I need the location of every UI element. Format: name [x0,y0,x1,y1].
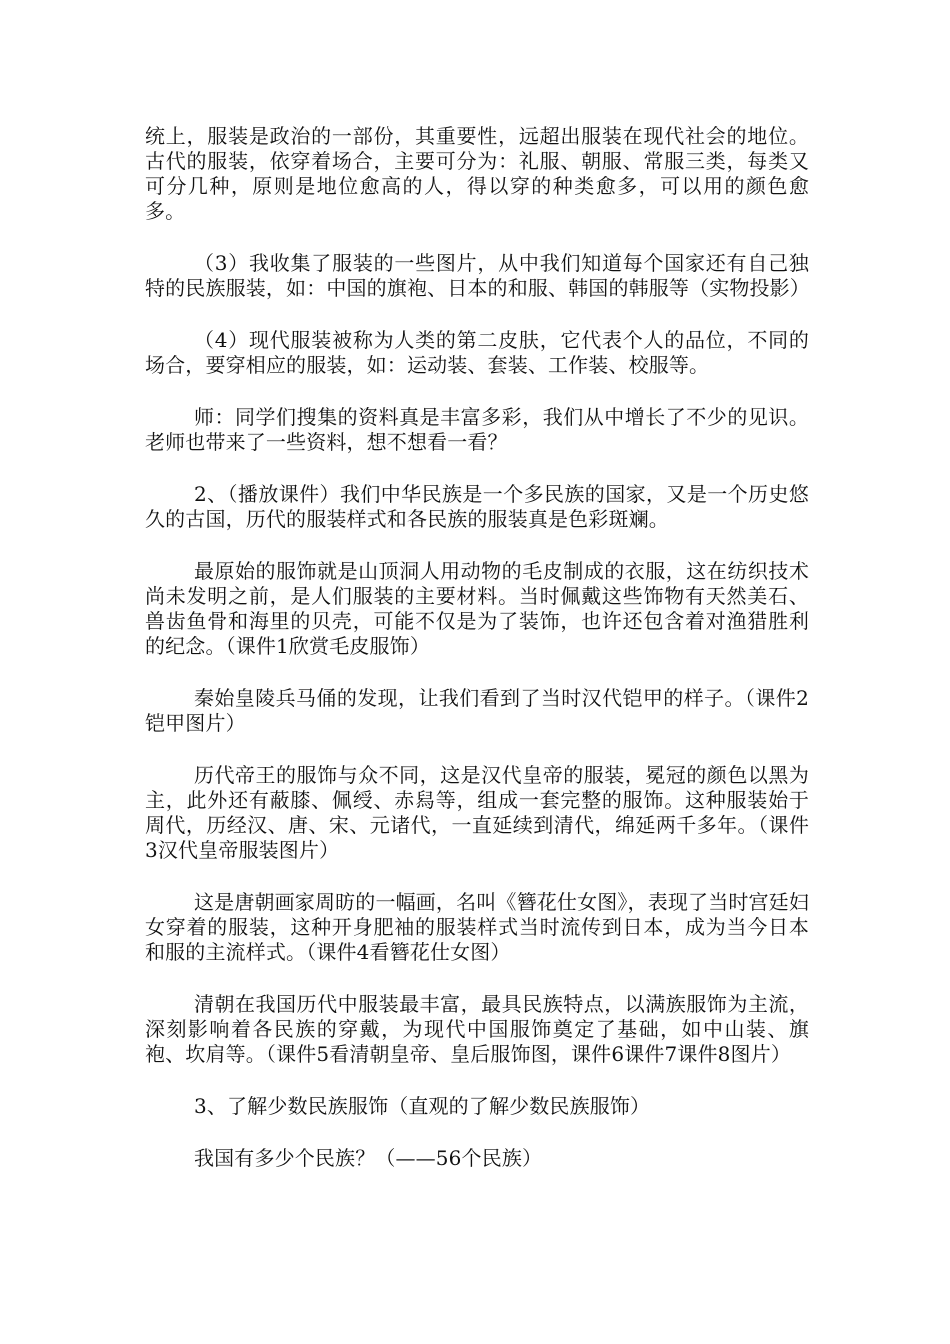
document-body [145,124,809,1198]
paragraph-ethnic-question: 我国有多少个民族？（——56个民族） [194,1146,543,1170]
paragraph-teacher-remark: 师：同学们搜集的资料真是丰富多彩，我们从中增长了不少的见识。老师也带来了一些资料，想不想看一看？ [145,405,809,454]
paragraph-courseware-intro: 2、（播放课件）我们中华民族是一个多民族的国家，又是一个历史悠久的古国，历代的服装样式和各民族的服装真是色彩斑斓。 [145,482,809,531]
paragraph-emperor-clothing: 历代帝王的服饰与众不同，这是汉代皇帝的服装，冕冠的颜色以黑为主，此外还有蔽膝、佩绶、赤舄等，组成一套完整的服饰。这种服装始于周代，历经汉、唐、宋、元诸代，一直延续到清代，绵延两千多年。（课件3汉代皇帝服装图片） [145,763,809,862]
paragraph-clothing-politics: 统上，服装是政治的一部份，其重要性，远超出服装在现代社会的地位。古代的服装，依穿着场合，主要可分为：礼服、朝服、常服三类，每类又可分几种，原则是地位愈高的人，得以穿的种类愈多，可以用的颜色愈多。 [145,124,809,223]
paragraph-primitive-clothing: 最原始的服饰就是山顶洞人用动物的毛皮制成的衣服，这在纺织技术尚未发明之前，是人们服装的主要材料。当时佩戴这些饰物有天然美石、兽齿鱼骨和海里的贝壳，可能不仅是为了装饰，也许还包含着对渔猎胜利的纪念。（课件1欣赏毛皮服饰） [145,559,809,658]
paragraph-modern-clothing: （4）现代服装被称为人类的第二皮肤，它代表个人的品位，不同的场合，要穿相应的服装，如：运动装、套装、工作装、校服等。 [145,328,809,377]
paragraph-tang-painting: 这是唐朝画家周昉的一幅画，名叫《簪花仕女图》，表现了当时宫廷妇女穿着的服装，这种开身肥袖的服装样式当时流传到日本，成为当今日本和服的主流样式。（课件4看簪花仕女图） [145,890,809,964]
paragraph-minority-section: 3、了解少数民族服饰（直观的了解少数民族服饰） [194,1094,651,1118]
paragraph-qing-clothing: 清朝在我国历代中服装最丰富，最具民族特点，以满族服饰为主流，深刻影响着各民族的穿戴，为现代中国服饰奠定了基础，如中山装、旗袍、坎肩等。（课件5看清朝皇帝、皇后服饰图，课件6课件7课件8图片） [145,992,809,1066]
paragraph-national-costumes: （3）我收集了服装的一些图片，从中我们知道每个国家还有自己独特的民族服装，如：中国的旗袍、日本的和服、韩国的韩服等（实物投影） [145,251,810,300]
paragraph-terracotta-armor: 秦始皇陵兵马俑的发现，让我们看到了当时汉代铠甲的样子。（课件2铠甲图片） [145,686,809,735]
